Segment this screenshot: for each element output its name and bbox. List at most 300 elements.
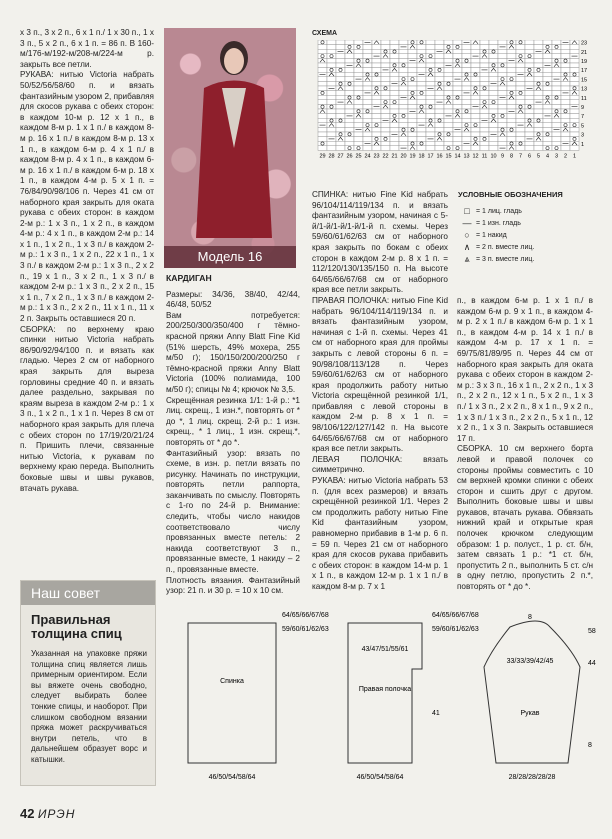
chart-cell [399,54,408,59]
chart-cell [507,100,516,105]
chart-cell [516,100,525,105]
chart-cell [534,91,543,96]
chart-row-number: 21 [581,49,588,56]
chart-cell [552,49,561,54]
chart-cell [570,58,579,63]
chart-cell [372,68,381,73]
chart-cell [417,146,426,151]
chart-cell [363,68,372,73]
chart-cell [453,141,462,146]
chart-cell [525,109,534,114]
legend-item: □ = 1 лиц. гладь [458,205,594,217]
chart-cell [381,114,390,119]
chart-cell [345,137,354,142]
chart-cell [408,132,417,137]
chart-cell [498,137,507,142]
chart-cell [363,104,372,109]
front-mid-measure: 59/60/61/62/63 [432,626,479,633]
chart-cell [444,68,453,73]
chart-row-number: 1 [581,141,585,148]
front-bottom-measure: 46/50/54/58/64 [356,774,404,781]
chart-cell [444,54,453,59]
chart-cell [525,45,534,50]
chart-cell [327,109,336,114]
chart-cell [480,114,489,119]
chart-cell [570,45,579,50]
chart-cell [489,141,498,146]
chart-cell [399,118,408,123]
chart-cell [327,77,336,82]
chart-cell [345,72,354,77]
chart-cell [372,81,381,86]
chart-cell [372,100,381,105]
chart-cell [543,118,552,123]
chart-cell [372,58,381,63]
chart-cell [480,40,489,45]
chart-cell [534,40,543,45]
chart-cell [480,77,489,82]
chart-cell [543,109,552,114]
chart-cell [471,114,480,119]
chart-cell [534,63,543,68]
chart-cell [561,95,570,100]
chart-cell [570,127,579,132]
paragraph-materials: Вам потребуется: 200/250/300/350/400 г тёмно-красной пряжи Anny Blatt Fine Kid (51% шерсть, 49% мохера, 255 м/50 г); 150/150/200/200/250 г тёмно-красной пряжи Anny Blatt Victoria (100% полиамида, 100 м/50 г); спицы № 4; крючок № 3,5. [166,310,300,394]
chart-cell [507,123,516,128]
chart-cell [327,114,336,119]
chart-cell [453,100,462,105]
chart-cell [408,118,417,123]
chart-cell [435,63,444,68]
chart-cell [354,137,363,142]
chart-cell [354,86,363,91]
chart-cell [570,118,579,123]
chart-cell [327,58,336,63]
chart-cell [408,86,417,91]
paragraph-gauge: Плотность вязания. Фантазийный узор: 21 п. и 30 р. = 10 х 10 см. [166,575,300,596]
chart-cell [552,100,561,105]
front-label: Правая полочка [358,686,412,693]
chart-cell [489,77,498,82]
chart-col-number: 3 [554,153,559,160]
chart-cell [363,114,372,119]
chart-cell [507,49,516,54]
chart-cell [480,58,489,63]
chart-cell [525,146,534,151]
chart-cell [363,86,372,91]
chart-cell [543,137,552,142]
paragraph-sizes: Размеры: 34/36, 38/40, 42/44, 46/48, 50/52 [166,289,300,310]
tip-box [20,580,156,786]
chart-cell [480,72,489,77]
back-mid-measure: 59/60/61/62/63 [282,626,329,633]
stitch-symbol-icon: — [462,218,472,228]
chart-cell [399,68,408,73]
chart-cell [516,49,525,54]
chart-cell [534,104,543,109]
chart-cell [336,77,345,82]
chart-cell [480,95,489,100]
chart-cell [444,77,453,82]
chart-cell [372,45,381,50]
chart-cell [408,137,417,142]
chart-cell [426,127,435,132]
chart-cell [462,114,471,119]
chart-cell [327,100,336,105]
chart-cell [435,72,444,77]
chart-cell [417,95,426,100]
chart-cell [444,118,453,123]
chart-cell [426,141,435,146]
chart-cell [471,127,480,132]
sleeve-top-measure: 8 [528,614,532,621]
chart-cell [390,137,399,142]
sleeve-height-2: 44 [588,660,596,667]
chart-row-number: 3 [581,132,585,139]
chart-col-number: 15 [445,153,452,160]
chart-cell [417,118,426,123]
chart-cell [543,127,552,132]
chart-col-number: 18 [418,153,425,160]
text-column-3 [312,190,448,593]
tip-header: Наш совет [21,581,155,605]
chart-cell [381,109,390,114]
chart-col-number: 19 [409,153,416,160]
chart-cell [381,132,390,137]
chart-cell [390,58,399,63]
chart-cell [372,63,381,68]
chart-cell [444,137,453,142]
chart-cell [471,68,480,73]
chart-col-number: 9 [500,153,505,160]
chart-cell [462,132,471,137]
front-top-width: 43/47/51/55/61 [361,646,409,653]
chart-cell [462,45,471,50]
chart-cell [444,40,453,45]
chart-cell [336,123,345,128]
chart-cell [354,40,363,45]
chart-cell [552,104,561,109]
chart-cell [543,86,552,91]
chart-cell [336,40,345,45]
chart-cell [462,95,471,100]
tip-text: Указанная на упаковке пряжи толщина спиц является лишь примерным ориентиром. Если вы вяжете очень свободно, следует выбирать более тонкие спицы, и наоборот. При слишком свободном вязании пряжа может раскручиваться внутри петель, что в дальнейшем образует ворс и катышки. [31,649,147,764]
chart-cell [489,45,498,50]
chart-cell [345,68,354,73]
chart-cell [435,141,444,146]
chart-cell [444,91,453,96]
chart-cell [480,123,489,128]
chart-cell [426,63,435,68]
chart-cell [426,58,435,63]
chart-cell [525,91,534,96]
knitting-chart [312,40,594,164]
chart-cell [354,72,363,77]
sleeve-height-3: 8 [588,742,592,749]
chart-cell [453,72,462,77]
chart-cell [570,95,579,100]
chart-cell [552,91,561,96]
chart-cell [570,100,579,105]
chart-cell [543,54,552,59]
chart-cell [516,146,525,151]
chart-cell [345,58,354,63]
chart-cell [480,127,489,132]
chart-cell [525,114,534,119]
chart-cell [570,49,579,54]
chart-cell [390,40,399,45]
chart-row-number: 23 [581,40,588,47]
chart-cell [543,40,552,45]
chart-cell [498,68,507,73]
chart-cell [516,45,525,50]
chart-cell [399,86,408,91]
chart-cell [336,104,345,109]
chart-cell [318,86,327,91]
chart-cell [408,72,417,77]
chart-cell [516,127,525,132]
chart-cell [516,81,525,86]
chart-cell [399,49,408,54]
chart-cell [318,68,327,73]
chart-cell [444,104,453,109]
chart-cell [507,72,516,77]
chart-col-number: 21 [391,153,398,160]
chart-cell [381,63,390,68]
chart-cell [525,127,534,132]
chart-cell [471,109,480,114]
chart-cell [435,58,444,63]
chart-col-number: 23 [373,153,380,160]
chart-cell [390,91,399,96]
chart-cell [453,86,462,91]
legend-title: УСЛОВНЫЕ ОБОЗНАЧЕНИЯ [458,190,563,199]
chart-col-number: 6 [527,153,532,160]
chart-cell [462,146,471,151]
chart-cell [507,81,516,86]
chart-cell [552,81,561,86]
chart-cell [363,45,372,50]
chart-cell [408,104,417,109]
chart-cell [480,132,489,137]
chart-cell [372,132,381,137]
chart-cell [372,95,381,100]
chart-cell [381,141,390,146]
chart-cell [408,123,417,128]
chart-cell [444,123,453,128]
chart-cell [525,40,534,45]
chart-cell [561,45,570,50]
chart-cell [327,127,336,132]
chart-cell [345,91,354,96]
chart-cell [417,77,426,82]
chart-cell [516,132,525,137]
chart-cell [453,123,462,128]
chart-cell [381,45,390,50]
chart-cell [426,40,435,45]
chart-cell [417,68,426,73]
paragraph-right-front: ПРАВАЯ ПОЛОЧКА: нитью Fine Kid набрать 96/104/114/119/134 п. и вязать фантазийным узором, начиная с 1-й п. схемы. Через 41 см от наборного края для проймы закрыть с левой стороны 6 п. = 90/98/108/113/128 п. Через 59/60/61/62/63 см от наборного края продолжить работу нитью Victoria скрещённой резинкой 1/1, прибавляя с левой стороны в каждом 2-м р. 8 х 1 п. = 98/106/122/127/142 п. На высоте 64/65/66/67/68 см от наборного края все петли закрыть. [312,295,448,454]
magazine-name: ИРЭН [37,807,76,821]
chart-cell [507,63,516,68]
chart-cell [489,54,498,59]
chart-cell [498,86,507,91]
chart-cell [453,91,462,96]
chart-cell [318,95,327,100]
chart-cell [543,91,552,96]
chart-cell [489,95,498,100]
chart-cell [534,141,543,146]
chart-cell [444,109,453,114]
chart-cell [525,63,534,68]
chart-cell [489,123,498,128]
chart-cell [435,45,444,50]
chart-cell [471,77,480,82]
chart-cell [417,137,426,142]
chart-cell [516,86,525,91]
chart-cell [525,95,534,100]
legend-item: — = 1 изн. гладь [458,217,594,229]
chart-cell [498,91,507,96]
chart-cell [408,100,417,105]
chart-cell [561,100,570,105]
chart-cell [561,104,570,109]
chart-col-number: 13 [463,153,470,160]
chart-row-number: 13 [581,86,588,93]
chart-cell [345,118,354,123]
paragraph-back-finish: х 3 п., 3 х 2 п., 6 х 1 п./ 1 х 30 п., 1 х 3 п., 5 х 2 п., 6 х 1 п. = 86 п. В 160-м/176-м/192-м/208-м/224-м р. закрыть все петли. [20,28,154,69]
chart-cell [318,49,327,54]
chart-cell [390,95,399,100]
chart-col-number: 27 [337,153,344,160]
chart-row-number: 19 [581,59,588,65]
chart-cell [327,91,336,96]
chart-cell [345,123,354,128]
chart-row-number: 9 [581,105,585,111]
chart-cell [336,63,345,68]
chart-cell [417,86,426,91]
chart-cell [507,137,516,142]
chart-cell [534,58,543,63]
chart-cell [381,40,390,45]
chart-cell [498,40,507,45]
chart-cell [453,137,462,142]
chart-cell [507,68,516,73]
sleeve-bottom-measure: 28/28/28/28/28 [508,774,556,781]
chart-cell [327,141,336,146]
chart-cell [498,72,507,77]
chart-cell [381,123,390,128]
chart-cell [336,45,345,50]
page-number: 42 [20,806,35,821]
chart-cell [399,72,408,77]
chart-cell [507,118,516,123]
chart-cell [363,132,372,137]
chart-cell [552,68,561,73]
chart-cell [372,146,381,151]
chart-cell [543,72,552,77]
chart-col-number: 4 [545,153,550,160]
chart-cell [489,104,498,109]
chart-cell [498,49,507,54]
chart-cell [336,54,345,59]
chart-cell [435,104,444,109]
paragraph-sleeves-cont: п., в каждом 6-м р. 1 х 1 п./ в каждом 6-м р. 9 х 1 п., в каждом 4-м р. 2 х 1 п./ в каждом 6-м р. 1 х 1 п., в каждом 4-м р. 14 х 1 п./ в каждом 4-м р. 17 х 1 п. = 69/75/81/89/95 п. Через 44 см от наборного края закрыть для оката рукава с обеих сторон в каждом 2-м р.: 3 х 3 п., 16 х 1 п., 2 х 2 п., 1 х 3 п., 2 х 2 п., 12 х 1 п., 5 х 2 п., 1 х 3 п./ 1 х 3 п., 2 х 2 п., 8 х 1 п., 9 х 2 п., 1 х 3 п./ 1 х 3 п., 2 х 2 п., 5 х 1 п., 12 х 2 п., 1 х 3 п. Закрыть оставшиеся 17 п. [457,296,593,443]
chart-cell [354,49,363,54]
paragraph-pattern: Фантазийный узор: вязать по схеме, в изн. р. петли вязать по рисунку. Начинать по инструкции, повторять петли раппорта, заканчивать по смыслу. Повторять с 1-го по 24-й р. Внимание: следить, чтобы число накидов соответствовало числу провязанных вместе петель: 2 накида соответствуют 3 п., провязанные вместе, 1 накиду – 2 п., провязанные вместе. [166,448,300,575]
chart-cell [570,132,579,137]
chart-cell [318,127,327,132]
chart-cell [390,77,399,82]
chart-cell [426,81,435,86]
chart-cell [408,81,417,86]
chart-cell [480,109,489,114]
chart-cell [318,132,327,137]
chart-cell [417,81,426,86]
chart-cell [426,77,435,82]
chart-cell [318,63,327,68]
chart-cell [435,91,444,96]
chart-cell [318,77,327,82]
chart-cell [426,91,435,96]
back-label: Спинка [220,678,244,685]
chart-cell [543,77,552,82]
chart-cell [372,49,381,54]
chart-cell [462,86,471,91]
chart-cell [534,146,543,151]
chart-col-number: 25 [355,153,362,160]
chart-cell [561,81,570,86]
chart-cell [489,109,498,114]
chart-cell [354,54,363,59]
chart-cell [543,104,552,109]
chart-cell [318,114,327,119]
chart-cell [489,91,498,96]
chart-cell [363,49,372,54]
paragraph-sleeves: РУКАВА: нитью Victoria набрать 50/52/56/58/60 п. и вязать фантазийным узором 2, прибавляя для скосов рукава с обеих сторон: в каждом 10-м р. 12 х 1 п., в каждом 8-м р. 1 х 1 п./ в каждом 8-м р. 16 х 1 п./ в каждом 8-м р. 13 х 1 п., в каждом 6-м р. 4 х 1 п./ в каждом 8-м р. 4 х 1 п., в каждом 6-м р. 16 х 1 п./ в каждом 6-м р. 18 х 1 п., в каждом 4-м р. 5 х 1 п. = 76/84/90/98/106 п. Через 41 см от наборного края закрыть для оката рукава с обеих сторон: в каждом 2-м р.: 1 х 3 п., 1 х 2 п., в каждом 4-м р.: 4 х 1 п., в каждом 2-м р.: 14 х 1 п., 1 х 2 п., 1 х 3 п./ в каждом 2-м р.: 1 х 3 п., 1 х 2 п., 22 х 1 п., 1 х 3 п./ в каждом 2-м р.: 1 х 3 п., 2 х 2 п., 19 х 1 п., 3 х 2 п., 1 х 3 п./ в каждом 2-м р.: 1 х 3 п., 2 х 2 п., 15 х 1 п., 7 х 2 п., 1 х 3 п./ в каждом 2-м р.: 1 х 3 п., 2 х 2 п., 11 х 1 п., 11 х 2 п. Закрыть оставшиеся 20 п. [20,70,154,324]
chart-cell [372,77,381,82]
chart-cell [462,118,471,123]
chart-cell [489,86,498,91]
back-outline [188,623,276,763]
chart-cell [561,63,570,68]
article-title: КАРДИГАН [166,273,212,283]
chart-col-number: 8 [509,153,514,160]
chart-cell [444,86,453,91]
paragraph-left-front: ЛЕВАЯ ПОЛОЧКА: вязать симметрично. [312,454,448,475]
chart-cell [525,141,534,146]
chart-cell [570,81,579,86]
tip-title: Правильная толщина спиц [31,612,122,641]
chart-cell [498,109,507,114]
chart-cell [552,118,561,123]
chart-cell [534,127,543,132]
chart-col-number: 29 [319,153,326,160]
chart-cell [399,123,408,128]
chart-cell [525,77,534,82]
chart-cell [552,141,561,146]
chart-cell [426,114,435,119]
chart-cell [534,123,543,128]
chart-cell [480,81,489,86]
chart-cell [525,49,534,54]
chart-cell [390,72,399,77]
chart-cell [516,95,525,100]
chart-cell [453,49,462,54]
chart-cell [345,40,354,45]
chart-cell [426,132,435,137]
chart-cell [561,86,570,91]
